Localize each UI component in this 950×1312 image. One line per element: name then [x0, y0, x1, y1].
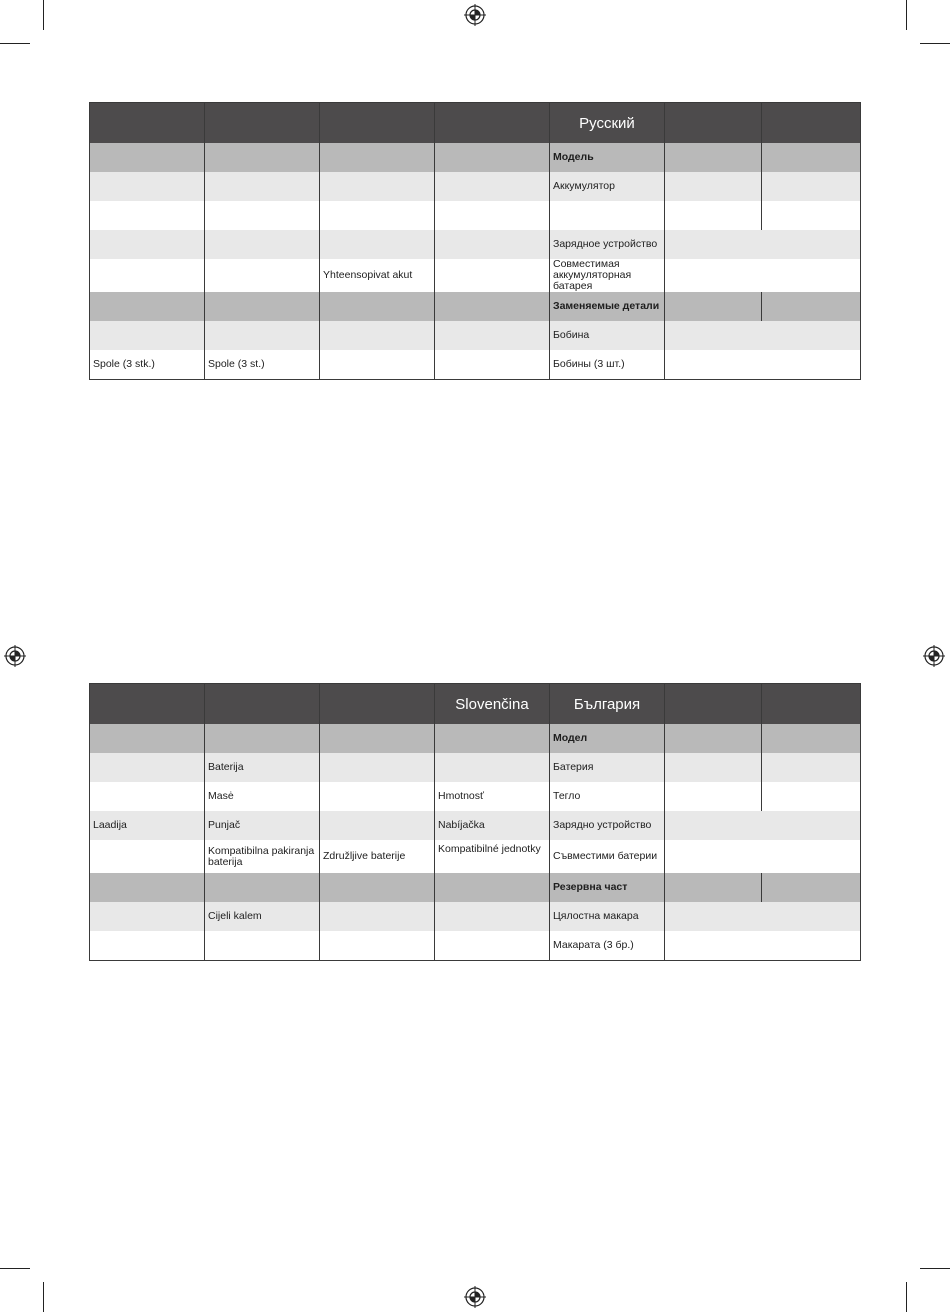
table-cell	[320, 902, 435, 931]
header-cell	[320, 103, 435, 144]
table-cell	[90, 230, 205, 259]
table-cell: Тегло	[550, 782, 665, 811]
registration-mark-icon	[464, 4, 486, 26]
spec-table-1	[89, 102, 861, 380]
table-cell	[665, 201, 762, 230]
table-cell	[320, 782, 435, 811]
table-cell	[665, 840, 861, 873]
header-cell	[665, 103, 762, 144]
table-cell	[320, 873, 435, 902]
table-cell	[205, 931, 320, 961]
table-header-row	[90, 684, 861, 725]
table-cell: Макарата (3 бр.)	[550, 931, 665, 961]
table-cell: Yhteensopivat akut	[320, 259, 435, 292]
table-cell	[665, 811, 861, 840]
table-row	[90, 143, 861, 172]
table-row	[90, 350, 861, 380]
table-cell	[665, 931, 861, 961]
table-cell: Spole (3 stk.)	[90, 350, 205, 380]
header-cell: Slovenčina	[435, 684, 550, 725]
table-cell	[320, 753, 435, 782]
spec-table-2	[89, 683, 861, 961]
table-cell: Зарядное устройство	[550, 230, 665, 259]
table-cell	[205, 143, 320, 172]
table-cell: Цялостна макара	[550, 902, 665, 931]
table-cell: Masė	[205, 782, 320, 811]
crop-mark	[920, 43, 950, 44]
table-cell	[90, 321, 205, 350]
table-header-row	[90, 103, 861, 144]
table-cell: Cijeli kalem	[205, 902, 320, 931]
table-cell: Батерия	[550, 753, 665, 782]
table-cell	[205, 321, 320, 350]
table-cell: Бобины (3 шт.)	[550, 350, 665, 380]
table-cell: Hmotnosť	[435, 782, 550, 811]
table-cell	[665, 782, 762, 811]
table-cell	[435, 931, 550, 961]
table-cell	[665, 350, 861, 380]
table-cell	[320, 292, 435, 321]
table-cell	[320, 201, 435, 230]
header-cell	[90, 684, 205, 725]
table-cell: Baterija	[205, 753, 320, 782]
table-cell	[205, 230, 320, 259]
table-row	[90, 753, 861, 782]
table-cell	[665, 753, 762, 782]
header-cell	[205, 684, 320, 725]
table-cell	[435, 902, 550, 931]
table-cell	[205, 724, 320, 753]
table-cell	[205, 292, 320, 321]
table-cell	[435, 172, 550, 201]
registration-mark-icon	[4, 645, 26, 667]
table-cell	[90, 259, 205, 292]
table-cell	[205, 172, 320, 201]
table-cell: Punjač	[205, 811, 320, 840]
header-cell: България	[550, 684, 665, 725]
table-cell: Kompatibilné jednotky	[435, 840, 550, 873]
header-cell	[205, 103, 320, 144]
table-cell	[90, 753, 205, 782]
header-cell	[320, 684, 435, 725]
table-cell	[320, 143, 435, 172]
crop-mark	[0, 43, 30, 44]
table-cell	[205, 873, 320, 902]
table-cell	[665, 259, 861, 292]
table-cell	[320, 724, 435, 753]
table-cell	[435, 292, 550, 321]
table-cell	[435, 201, 550, 230]
header-cell: Русский	[550, 103, 665, 144]
table-cell: Nabíjačka	[435, 811, 550, 840]
crop-mark	[43, 1282, 44, 1312]
table-cell: Laadija	[90, 811, 205, 840]
table-cell	[665, 143, 762, 172]
table-cell	[320, 230, 435, 259]
table-row	[90, 873, 861, 902]
table-cell: Съвместими батерии	[550, 840, 665, 873]
table-row	[90, 811, 861, 840]
table-cell	[435, 724, 550, 753]
registration-mark-icon	[923, 645, 945, 667]
crop-mark	[920, 1268, 950, 1269]
table-cell	[762, 143, 861, 172]
table-cell	[205, 201, 320, 230]
header-cell	[435, 103, 550, 144]
table-cell	[205, 259, 320, 292]
table-cell	[762, 782, 861, 811]
table-cell	[90, 782, 205, 811]
table-row	[90, 724, 861, 753]
crop-mark	[906, 1282, 907, 1312]
header-cell	[90, 103, 205, 144]
table-cell	[90, 873, 205, 902]
table-cell: Заменяемые детали	[550, 292, 665, 321]
table-cell	[435, 753, 550, 782]
table-cell	[90, 840, 205, 873]
table-cell: Бобина	[550, 321, 665, 350]
crop-mark	[0, 1268, 30, 1269]
table-cell	[665, 321, 861, 350]
crop-mark	[43, 0, 44, 30]
table-cell	[90, 724, 205, 753]
table-row	[90, 321, 861, 350]
table-cell	[320, 350, 435, 380]
crop-mark	[906, 0, 907, 30]
table-cell	[762, 724, 861, 753]
table-cell: Резервна част	[550, 873, 665, 902]
table-cell: Модел	[550, 724, 665, 753]
table-row	[90, 230, 861, 259]
table-cell	[435, 873, 550, 902]
table-cell: Kompatibilna pakiranja baterija	[205, 840, 320, 873]
table-cell	[762, 753, 861, 782]
table-cell	[435, 259, 550, 292]
header-cell	[762, 684, 861, 725]
header-cell	[665, 684, 762, 725]
table-row	[90, 782, 861, 811]
table-cell	[90, 902, 205, 931]
table-row	[90, 172, 861, 201]
table-row	[90, 931, 861, 961]
table-row	[90, 259, 861, 292]
header-cell	[762, 103, 861, 144]
table-cell	[762, 201, 861, 230]
table-cell	[665, 172, 762, 201]
table-cell	[665, 724, 762, 753]
table-cell	[320, 931, 435, 961]
table-cell	[665, 292, 762, 321]
table-cell	[435, 350, 550, 380]
table-cell: Зарядно устройство	[550, 811, 665, 840]
table-row	[90, 292, 861, 321]
table-cell	[90, 172, 205, 201]
table-cell: Совместимая аккумуляторная батарея	[550, 259, 665, 292]
table-row	[90, 840, 861, 873]
table-cell	[320, 321, 435, 350]
table-cell	[435, 321, 550, 350]
table-cell	[762, 292, 861, 321]
table-cell: Модель	[550, 143, 665, 172]
table-cell: Аккумулятор	[550, 172, 665, 201]
table-cell	[90, 143, 205, 172]
table-cell	[762, 873, 861, 902]
table-cell	[320, 811, 435, 840]
table-cell	[90, 201, 205, 230]
registration-mark-icon	[464, 1286, 486, 1308]
table-cell: Spole (3 st.)	[205, 350, 320, 380]
table-cell	[762, 172, 861, 201]
table-cell	[665, 873, 762, 902]
table-cell	[90, 292, 205, 321]
table-cell	[435, 143, 550, 172]
table-cell	[665, 902, 861, 931]
table-cell	[665, 230, 861, 259]
table-row	[90, 902, 861, 931]
table-cell	[435, 230, 550, 259]
table-cell	[320, 172, 435, 201]
table-row	[90, 201, 861, 230]
table-cell	[90, 931, 205, 961]
table-cell	[550, 201, 665, 230]
table-cell: Združljive baterije	[320, 840, 435, 873]
